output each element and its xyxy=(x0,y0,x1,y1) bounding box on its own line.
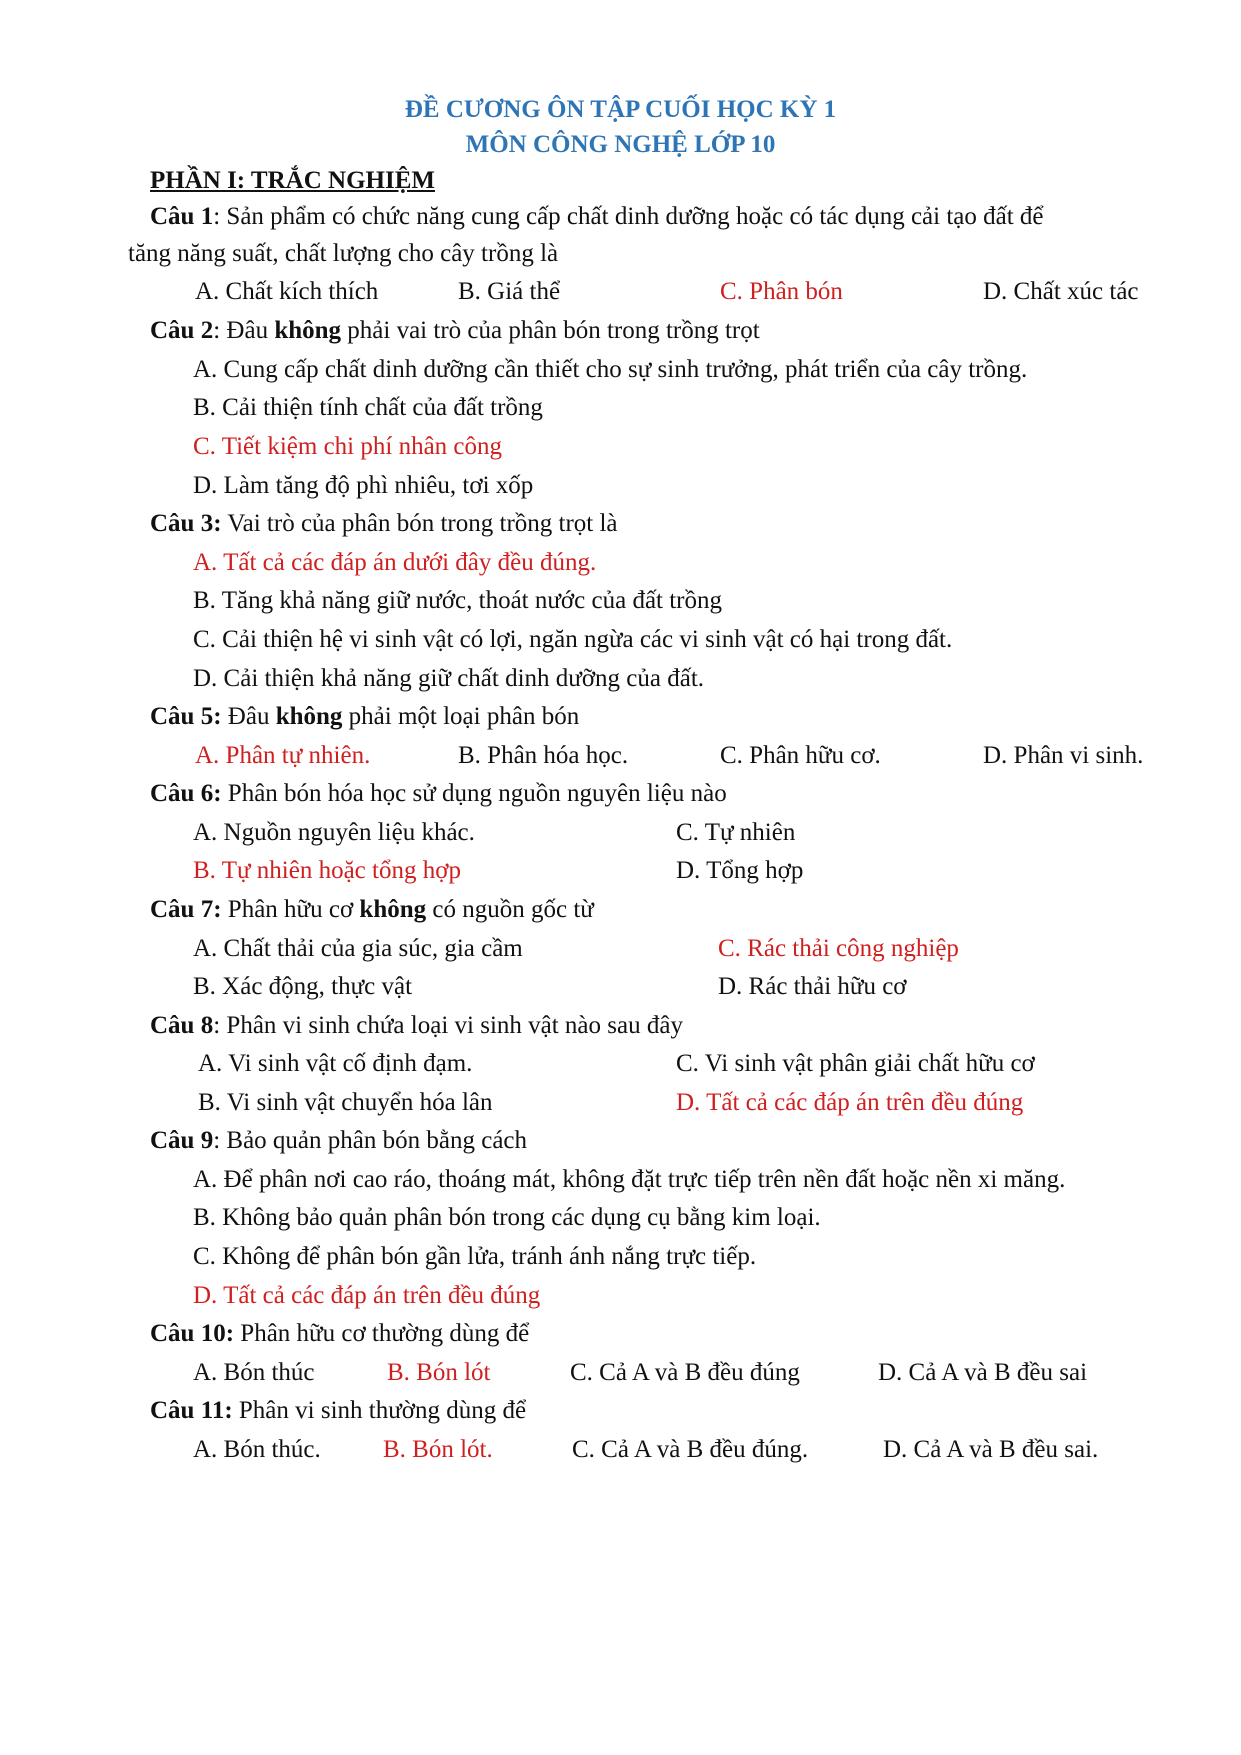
emphasis-text: không xyxy=(274,317,342,344)
question-1-stem-cont: tăng năng suất, chất lượng cho cây trồng là xyxy=(128,240,559,267)
question-text: phải một loại phân bón xyxy=(342,703,580,730)
emphasis-text: không xyxy=(275,703,343,730)
question-text: Phân bón hóa học sử dụng nguồn nguyên liệu nào xyxy=(221,780,727,807)
question-2-option-b: B. Cải thiện tính chất của đất trồng xyxy=(193,394,543,421)
question-11-option-c: C. Cả A và B đều đúng. xyxy=(572,1436,809,1463)
question-8-option-c: C. Vi sinh vật phân giải chất hữu cơ xyxy=(676,1050,1035,1077)
section-heading: PHẦN I: TRẮC NGHIỆM xyxy=(150,167,435,194)
question-text: phải vai trò của phân bón trong trồng trọt xyxy=(341,317,760,344)
question-8-option-a: A. Vi sinh vật cố định đạm. xyxy=(198,1050,473,1077)
question-7-stem xyxy=(150,893,594,927)
question-7-option-d: D. Rác thải hữu cơ xyxy=(718,973,907,1000)
question-6-option-d: D. Tổng hợp xyxy=(676,857,804,884)
question-9-option-c: C. Không để phân bón gần lửa, tránh ánh nắng trực tiếp. xyxy=(193,1243,757,1270)
question-11-option-b-correct: B. Bón lót. xyxy=(383,1436,493,1463)
question-label: Câu 1 xyxy=(150,203,214,230)
question-5-option-b: B. Phân hóa học. xyxy=(458,742,629,769)
question-text: Phân vi sinh thường dùng để xyxy=(232,1397,527,1424)
question-2-option-a: A. Cung cấp chất dinh dưỡng cần thiết cho sự sinh trưởng, phát triển của cây trồng. xyxy=(193,356,1028,383)
question-2-option-d: D. Làm tăng độ phì nhiêu, tơi xốp xyxy=(193,472,534,499)
question-6-option-b-correct: B. Tự nhiên hoặc tổng hợp xyxy=(193,857,461,884)
question-9-option-a: A. Để phân nơi cao ráo, thoáng mát, không đặt trực tiếp trên nền đất hoặc nền xi măng. xyxy=(193,1166,1066,1193)
question-text: : Sản phẩm có chức năng cung cấp chất dinh dưỡng hoặc có tác dụng cải tạo đất để xyxy=(213,203,1044,230)
question-6-option-c: C. Tự nhiên xyxy=(676,819,796,846)
question-text: có nguồn gốc từ xyxy=(426,896,594,923)
question-10-stem xyxy=(150,1317,529,1351)
question-9-option-b: B. Không bảo quản phân bón trong các dụng cụ bằng kim loại. xyxy=(193,1204,821,1231)
question-8-option-d-correct: D. Tất cả các đáp án trên đều đúng xyxy=(676,1089,1024,1116)
question-label: Câu 2 xyxy=(150,317,214,344)
question-10-option-a: A. Bón thúc xyxy=(193,1359,315,1386)
question-label: Câu 11: xyxy=(150,1397,233,1424)
question-2-stem xyxy=(150,314,760,348)
question-text: : Phân vi sinh chứa loại vi sinh vật nào sau đây xyxy=(213,1012,683,1039)
question-3-option-a-correct: A. Tất cả các đáp án dưới đây đều đúng. xyxy=(193,549,597,576)
question-text: : Bảo quản phân bón bằng cách xyxy=(213,1127,528,1154)
question-10-option-c: C. Cả A và B đều đúng xyxy=(570,1359,800,1386)
question-text: Đâu xyxy=(221,703,276,730)
question-7-option-b: B. Xác động, thực vật xyxy=(193,973,413,1000)
question-5-stem xyxy=(150,700,579,734)
question-text: Vai trò của phân bón trong trồng trọt là xyxy=(221,510,618,537)
emphasis-text: không xyxy=(359,896,427,923)
question-3-stem xyxy=(150,507,618,541)
question-11-stem xyxy=(150,1394,526,1428)
question-9-option-d-correct: D. Tất cả các đáp án trên đều đúng xyxy=(193,1282,541,1309)
question-6-stem xyxy=(150,777,727,811)
question-label: Câu 8 xyxy=(150,1012,214,1039)
question-label: Câu 9 xyxy=(150,1127,214,1154)
question-text: Phân hữu cơ xyxy=(221,896,360,923)
document-title: ĐỀ CƯƠNG ÔN TẬP CUỐI HỌC KỲ 1 xyxy=(404,96,837,123)
question-1-option-d: D. Chất xúc tác xyxy=(983,278,1139,305)
question-1-stem xyxy=(150,200,1044,234)
question-label: Câu 5: xyxy=(150,703,222,730)
question-text: : Đâu xyxy=(213,317,275,344)
question-7-option-a: A. Chất thải của gia súc, gia cầm xyxy=(193,935,523,962)
question-11-option-d: D. Cả A và B đều sai. xyxy=(883,1436,1099,1463)
question-label: Câu 7: xyxy=(150,896,222,923)
question-1-option-a: A. Chất kích thích xyxy=(195,278,379,305)
question-2-option-c-correct: C. Tiết kiệm chi phí nhân công xyxy=(193,433,503,460)
question-3-option-d: D. Cải thiện khả năng giữ chất dinh dưỡng của đất. xyxy=(193,665,705,692)
question-9-stem xyxy=(150,1124,527,1158)
question-label: Câu 10: xyxy=(150,1320,235,1347)
question-label: Câu 6: xyxy=(150,780,222,807)
question-8-stem xyxy=(150,1009,683,1043)
question-6-option-a: A. Nguồn nguyên liệu khác. xyxy=(193,819,475,846)
question-5-option-d: D. Phân vi sinh. xyxy=(983,742,1144,769)
question-5-option-c: C. Phân hữu cơ. xyxy=(720,742,881,769)
question-label: Câu 3: xyxy=(150,510,222,537)
question-1-option-b: B. Giá thể xyxy=(458,278,561,305)
question-5-option-a-correct: A. Phân tự nhiên. xyxy=(195,742,371,769)
question-3-option-b: B. Tăng khả năng giữ nước, thoát nước của đất trồng xyxy=(193,587,723,614)
document-subtitle: MÔN CÔNG NGHỆ LỚP 10 xyxy=(465,131,776,158)
question-10-option-b-correct: B. Bón lót xyxy=(387,1359,491,1386)
question-8-option-b: B. Vi sinh vật chuyển hóa lân xyxy=(198,1089,493,1116)
question-10-option-d: D. Cả A và B đều sai xyxy=(878,1359,1088,1386)
question-7-option-c-correct: C. Rác thải công nghiệp xyxy=(718,935,959,962)
question-1-option-c-correct: C. Phân bón xyxy=(720,278,843,305)
question-text: Phân hữu cơ thường dùng để xyxy=(234,1320,530,1347)
question-3-option-c: C. Cải thiện hệ vi sinh vật có lợi, ngăn ngừa các vi sinh vật có hại trong đất. xyxy=(193,626,953,653)
question-11-option-a: A. Bón thúc. xyxy=(193,1436,321,1463)
